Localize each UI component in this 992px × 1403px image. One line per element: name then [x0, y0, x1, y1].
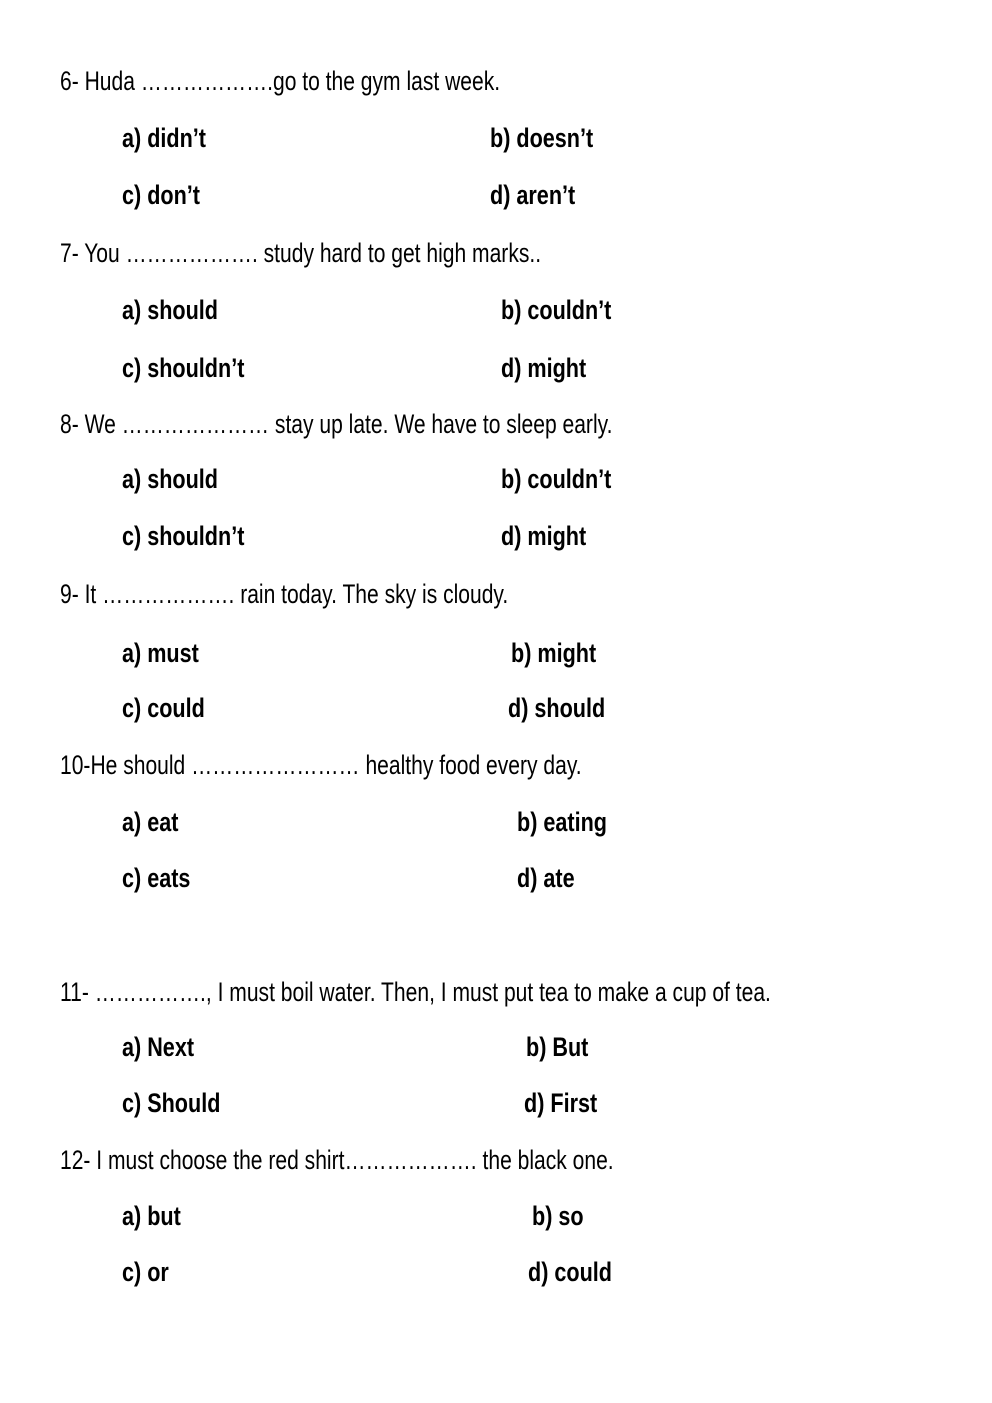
option-12c: c) or: [122, 1257, 169, 1287]
option-6d: d) aren’t: [490, 180, 576, 210]
question-10: 10-He should …………………… healthy food every day.: [60, 750, 582, 780]
option-12d: d) could: [528, 1257, 612, 1287]
option-7d: d) might: [501, 353, 587, 383]
option-11b: b) But: [526, 1032, 589, 1062]
option-10a: a) eat: [122, 807, 179, 837]
option-11d: d) First: [524, 1088, 598, 1118]
option-10b: b) eating: [517, 807, 607, 837]
option-10c: c) eats: [122, 863, 191, 893]
option-6b: b) doesn’t: [490, 123, 594, 153]
option-6a: a) didn’t: [122, 123, 206, 153]
question-9: 9- It ………………. rain today. The sky is cloudy.: [60, 579, 509, 609]
option-7b: b) couldn’t: [501, 295, 612, 325]
option-7a: a) should: [122, 295, 218, 325]
option-8c: c) shouldn’t: [122, 521, 245, 551]
option-8d: d) might: [501, 521, 587, 551]
option-9d: d) should: [508, 693, 606, 723]
option-9a: a) must: [122, 638, 199, 668]
question-12: 12- I must choose the red shirt………………. the black one.: [60, 1145, 614, 1175]
option-11a: a) Next: [122, 1032, 195, 1062]
option-9c: c) could: [122, 693, 205, 723]
question-8: 8- We ………………… stay up late. We have to sleep early.: [60, 409, 613, 439]
option-6c: c) don’t: [122, 180, 200, 210]
option-10d: d) ate: [517, 863, 575, 893]
question-7: 7- You ………………. study hard to get high marks..: [60, 238, 542, 268]
option-11c: c) Should: [122, 1088, 221, 1118]
option-9b: b) might: [511, 638, 597, 668]
question-11: 11- ……………., I must boil water. Then, I must put tea to make a cup of tea.: [60, 977, 771, 1007]
question-6: 6- Huda ……………….go to the gym last week.: [60, 66, 501, 96]
option-8a: a) should: [122, 464, 218, 494]
option-7c: c) shouldn’t: [122, 353, 245, 383]
option-12b: b) so: [532, 1201, 584, 1231]
option-8b: b) couldn’t: [501, 464, 612, 494]
option-12a: a) but: [122, 1201, 181, 1231]
